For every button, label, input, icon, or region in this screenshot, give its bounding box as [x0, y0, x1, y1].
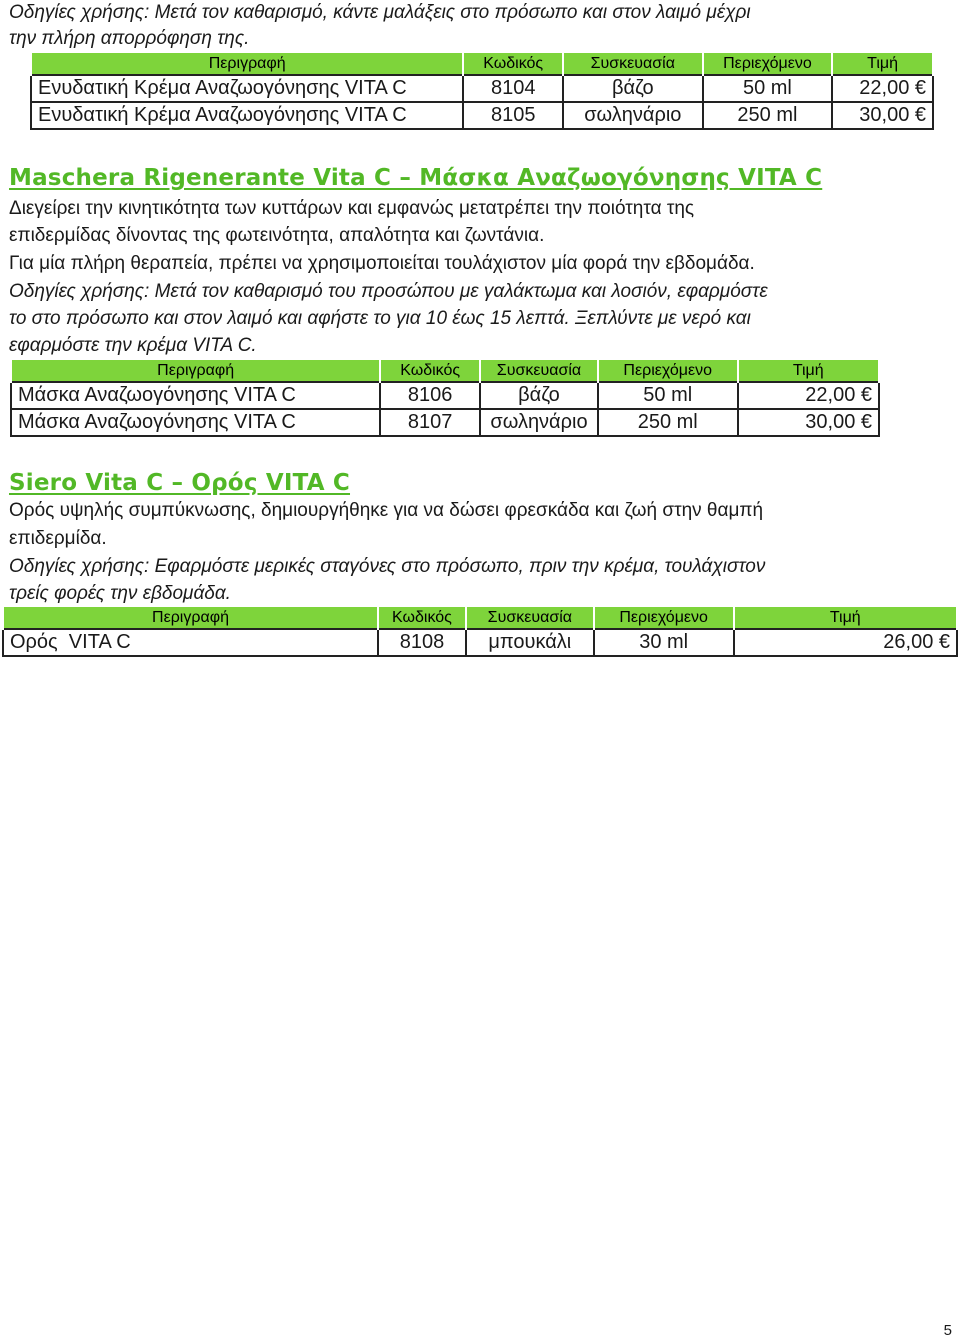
header-content: Περιεχόμενο	[598, 360, 738, 382]
product-table-cream	[30, 53, 934, 130]
cell-description: Μάσκα Αναζωογόνησης VITA C	[11, 409, 380, 436]
cell-content: 250 ml	[598, 409, 738, 436]
mask-description-line-2: επιδερμίδας δίνοντας της φωτεινότητα, απαλότητα και ζωντάνια.	[9, 225, 545, 246]
cell-price: 30,00 €	[832, 102, 933, 129]
header-price: Τιμή	[734, 607, 957, 629]
serum-usage-line-2: τρείς φορές την εβδομάδα.	[9, 583, 231, 604]
section-title-serum: Siero Vita C – Ορός VITA C	[9, 470, 351, 496]
header-code: Κωδικός	[463, 53, 563, 75]
mask-description-line-3: Για μία πλήρη θεραπεία, πρέπει να χρησιμοποιείται τουλάχιστον μία φορά την εβδομάδα.	[9, 253, 755, 274]
header-description: Περιγραφή	[31, 53, 463, 75]
serum-usage-line-1: Οδηγίες χρήσης: Εφαρμόστε μερικές σταγόνες στο πρόσωπο, πριν την κρέμα, τουλάχιστον	[9, 556, 766, 577]
header-package: Συσκευασία	[466, 607, 594, 629]
cell-content: 30 ml	[594, 629, 734, 656]
cell-price: 22,00 €	[832, 75, 933, 102]
table-header-row	[31, 53, 933, 75]
cell-package: βάζο	[480, 382, 598, 409]
page-number: 5	[943, 1322, 952, 1339]
cell-content: 50 ml	[703, 75, 833, 102]
cell-code: 8104	[463, 75, 563, 102]
mask-usage-line-2: το στο πρόσωπο και στον λαιμό και αφήστε το για 10 έως 15 λεπτά. Ξεπλύντε με νερό και	[9, 308, 751, 329]
cell-price: 30,00 €	[738, 409, 880, 436]
product-table-serum	[2, 607, 958, 657]
table-row	[31, 102, 933, 129]
mask-usage-line-1: Οδηγίες χρήσης: Μετά τον καθαρισμό του προσώπου με γαλάκτωμα και λοσιόν, εφαρμόστε	[9, 281, 768, 302]
header-description: Περιγραφή	[3, 607, 378, 629]
header-code: Κωδικός	[380, 360, 480, 382]
header-price: Τιμή	[832, 53, 933, 75]
cell-package: σωληνάριο	[480, 409, 598, 436]
header-price: Τιμή	[738, 360, 880, 382]
cell-content: 50 ml	[598, 382, 738, 409]
intro-usage-line-2: την πλήρη απορρόφηση της.	[9, 28, 250, 49]
table-header-row	[3, 607, 957, 629]
cell-price: 26,00 €	[734, 629, 957, 656]
cell-package: μπουκάλι	[466, 629, 594, 656]
header-content: Περιεχόμενο	[594, 607, 734, 629]
table-row	[11, 382, 879, 409]
cell-code: 8106	[380, 382, 480, 409]
header-content: Περιεχόμενο	[703, 53, 833, 75]
product-table-mask	[10, 360, 880, 437]
header-code: Κωδικός	[378, 607, 466, 629]
section-title-mask: Maschera Rigenerante Vita C – Μάσκα Αναζωογόνησης VITA C	[9, 165, 823, 191]
cell-price: 22,00 €	[738, 382, 880, 409]
intro-usage-line-1: Οδηγίες χρήσης: Μετά τον καθαρισμό, κάντε μαλάξεις στο πρόσωπο και στον λαιμό μέχρι	[9, 2, 751, 23]
table-row	[11, 409, 879, 436]
cell-package: βάζο	[563, 75, 703, 102]
table-row	[31, 75, 933, 102]
header-description: Περιγραφή	[11, 360, 380, 382]
table-row	[3, 629, 957, 656]
header-package: Συσκευασία	[480, 360, 598, 382]
cell-description: Ενυδατική Κρέμα Αναζωογόνησης VITA C	[31, 75, 463, 102]
cell-description: Ενυδατική Κρέμα Αναζωογόνησης VITA C	[31, 102, 463, 129]
mask-usage-line-3: εφαρμόστε την κρέμα VITA C.	[9, 335, 257, 356]
cell-code: 8105	[463, 102, 563, 129]
cell-package: σωληνάριο	[563, 102, 703, 129]
cell-code: 8108	[378, 629, 466, 656]
serum-description-line-1: Ορός υψηλής συμπύκνωσης, δημιουργήθηκε για να δώσει φρεσκάδα και ζωή στην θαμπή	[9, 500, 764, 521]
cell-code: 8107	[380, 409, 480, 436]
table-header-row	[11, 360, 879, 382]
cell-description: Μάσκα Αναζωογόνησης VITA C	[11, 382, 380, 409]
cell-content: 250 ml	[703, 102, 833, 129]
header-package: Συσκευασία	[563, 53, 703, 75]
serum-description-line-2: επιδερμίδα.	[9, 528, 107, 549]
cell-description: Ορός VITA C	[3, 629, 378, 656]
mask-description-line-1: Διεγείρει την κινητικότητα των κυττάρων και εμφανώς μετατρέπει την ποιότητα της	[9, 198, 695, 219]
